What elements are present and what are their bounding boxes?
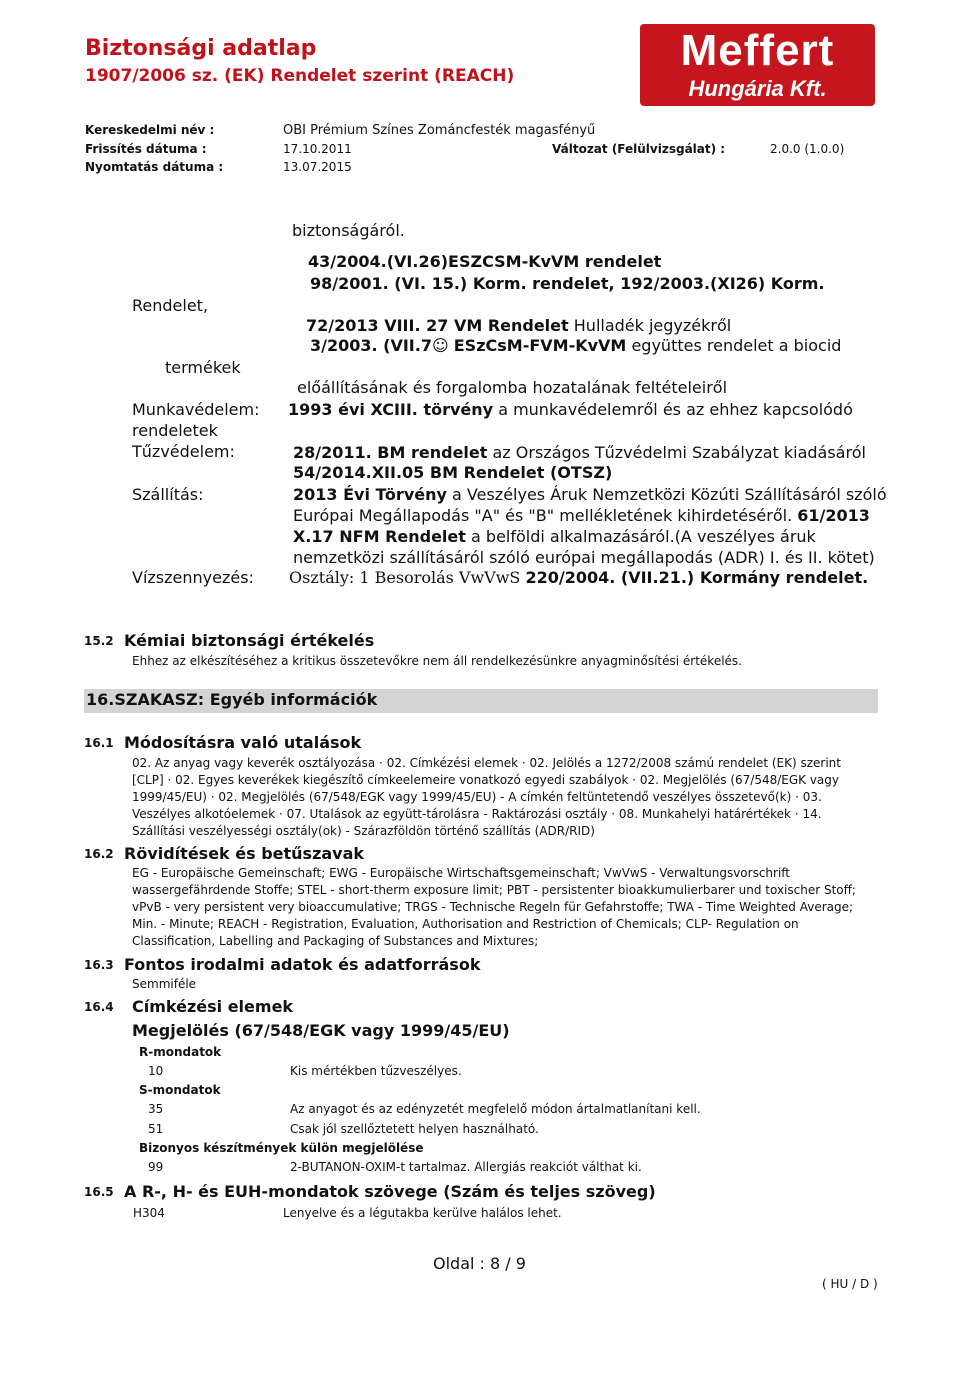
section-15-2-title: Kémiai biztonsági értékelés [124,631,375,650]
section-16-3-title: Fontos irodalmi adatok és adatforrások [124,955,481,974]
reg-line-12 [293,527,816,546]
reg-line-4 [306,316,731,335]
s-phrase-1-code: 35 [148,1102,164,1116]
reg-line-10-bold: 2013 Évi Törvény [293,485,447,504]
print-date: 13.07.2015 [283,160,352,174]
reg-line-8-text: az Országos Tűzvédelmi Szabályzat kiadásáról [492,443,866,462]
reg-line-4-text: Hulladék jegyzékről [573,316,732,335]
section-16-4-subtitle: Megjelölés (67/548/EGK vagy 1999/45/EU) [132,1021,510,1040]
reg-line-6: előállításának és forgalomba hozatalának feltételeiről [297,378,728,397]
s-phrase-2-text: Csak jól szellőztetett helyen használható. [290,1122,539,1136]
h-phrase-text: Lenyelve és a légutakba kerülve halálos lehet. [283,1206,562,1220]
section-16-heading [84,689,878,713]
reg-line-7-text: a munkavédelemről és az ehhez kapcsolódó [498,400,853,419]
special-labelling-code: 99 [148,1160,164,1174]
reg-line-14 [289,568,868,587]
reg-line-10 [293,485,887,504]
reg-line-2: 43/2004.(VI.26)ESZCSM-KvVM rendelet [308,252,662,271]
section-16-2-number: 16.2 [84,847,114,861]
update-label: Frissítés dátuma : [85,142,207,156]
reg-line-9: 54/2014.XII.05 BM Rendelet (OTSZ) [293,463,613,482]
trade-name-label: Kereskedelmi név : [85,123,215,137]
s-phrases-title: S-mondatok [139,1083,221,1097]
reg-line-1: biztonságáról. [292,221,405,240]
h-phrase-code: H304 [133,1206,165,1220]
section-16-4-title: Címkézési elemek [132,997,294,1016]
label-rendeletek: rendeletek [132,421,218,440]
label-vizszennyezes: Vízszennyezés: [132,568,254,587]
label-rendelet: Rendelet, [132,296,209,315]
trade-name: OBI Prémium Színes Zománcfesték magasfényű [283,123,596,138]
reg-line-7 [288,400,853,419]
reg-line-5-bold2: ESzCsM-FVM-KvVM [453,336,627,355]
reg-line-5 [310,336,841,355]
reg-line-8-bold: 28/2011. BM rendelet [293,443,488,462]
special-labelling-title: Bizonyos készítmények külön megjelölése [139,1141,424,1155]
r-phrase-text: Kis mértékben tűzveszélyes. [290,1064,462,1078]
reg-line-3: 98/2001. (VI. 15.) Korm. rendelet, 192/2003.(XI26) Korm. [310,274,825,293]
section-16-1-number: 16.1 [84,736,114,750]
document-title: Biztonsági adatlap [85,36,317,61]
print-label: Nyomtatás dátuma : [85,160,224,174]
logo-line1: Meffert [680,26,835,75]
section-16-2-text: EG - Europäische Gemeinschaft; EWG - Europäische Wirtschaftsgemeinschaft; VwVwS - Verwaltungsvorschrift wassergefährdende Stoffe; STEL - short-therm exposure limit; PBT - persistenter bioakkumulierbarer und toxischer Stoff; vPvB - very persistent very bioaccumulative; TRGS - Technische Regeln für Gefahrstoffe; TWA - Time Weighted Average; Min. - Minute; REACH - Registration, Evaluation, Authorisation and Restriction of Chemicals; CLP- Regulation on Classification, Labelling and Packaging of Substances and Mixtures; [132,866,856,948]
reg-line-13: nemzetközi szállításáról szóló európai megállapodás (ADR) I. és II. kötet) [293,548,875,567]
reg-line-12-bold: X.17 NFM Rendelet [293,527,466,546]
version-label: Változat (Felülvizsgálat) : [552,142,726,156]
section-16-1-text: 02. Az anyag vagy keverék osztályozása · 02. Címkézési elemek · 02. Jelölés a 1272/2008 számú rendelet (EK) szerint [CLP] · 02. Egyes keverékek kiegészítő címkeelemeire vonatkozó egyedi szabályok · 02. Megjelölés (67/548/EGK vagy 1999/45/EU) · 02. Megjelölés (67/548/EGK vagy 1999/45/EU) - A címkén feltüntetendő veszélyes összetevő(k) · 03. Veszélyes alkotóelemek · 07. Utalások az együtt-tárolásra - Raktározási osztály · 08. Munkahelyi határértékek · 14. Szállítási veszélyességi osztály(ok) - Szárazföldön történő szállítás (ADR/RID) [132,756,841,838]
r-phrases-title: R-mondatok [139,1045,222,1059]
special-labelling-text: 2-BUTANON-OXIM-t tartalmaz. Allergiás reakciót válthat ki. [290,1160,642,1174]
reg-line-11 [293,506,870,525]
reg-line-14-serif: Osztály: 1 Besorolás VwVwS [289,568,521,587]
section-16-3-number: 16.3 [84,958,114,972]
company-logo [640,24,875,106]
section-16-1-title: Módosításra való utalások [124,733,362,752]
label-munkavedelem: Munkavédelem: [132,400,260,419]
reg-line-12-text: a belföldi alkalmazásáról.(A veszélyes áruk [471,527,816,546]
section-16-2-title: Rövidítések és betűszavak [124,844,365,863]
label-termekek: termékek [165,358,241,377]
logo-line2: Hungária Kft. [688,76,827,101]
r-phrase-code: 10 [148,1064,164,1078]
reg-line-8 [293,443,866,462]
section-16-5-title: A R-, H- és EUH-mondatok szövege (Szám és teljes szöveg) [124,1182,656,1201]
s-phrase-2-code: 51 [148,1122,164,1136]
section-16-3-text: Semmiféle [132,977,197,991]
smiley-icon: ☺ [431,336,449,355]
reg-line-7-bold: 1993 évi XCIII. törvény [288,400,494,419]
reg-line-11-bold: 61/2013 [797,506,870,525]
s-phrase-1-text: Az anyagot és az edényzetét megfelelő módon ártalmatlanítani kell. [290,1102,701,1116]
reg-line-14-bold: 220/2004. (VII.21.) Kormány rendelet. [525,568,869,587]
section-16-title: 16.SZAKASZ: Egyéb információk [86,690,378,709]
language-code: ( HU / D ) [822,1277,878,1291]
reg-line-4-bold: 72/2013 VIII. 27 VM Rendelet [306,316,569,335]
label-tuzvedelem: Tűzvédelem: [132,442,235,461]
update-date: 17.10.2011 [283,142,352,156]
section-15-2-text: Ehhez az elkészítéséhez a kritikus összetevőkre nem áll rendelkezésünkre anyagminősítési értékelés. [132,654,742,668]
page-number: Oldal : 8 / 9 [433,1254,526,1273]
section-16-5-number: 16.5 [84,1185,114,1199]
version-value: 2.0.0 (1.0.0) [770,142,845,156]
reg-line-5-text: együttes rendelet a biocid [631,336,842,355]
section-16-4-number: 16.4 [84,1000,114,1014]
reg-line-5-bold: 3/2003. (VII.7 [310,336,432,355]
reg-line-11-text: Európai Megállapodás "A" és "B" mellékletének kihirdetéséről. [293,506,793,525]
label-szallitas: Szállítás: [132,485,204,504]
reg-line-10-text: a Veszélyes Áruk Nemzetközi Közúti Szállításáról szóló [452,485,887,504]
document-subtitle: 1907/2006 sz. (EK) Rendelet szerint (REACH) [85,66,515,86]
section-15-2-number: 15.2 [84,634,114,648]
